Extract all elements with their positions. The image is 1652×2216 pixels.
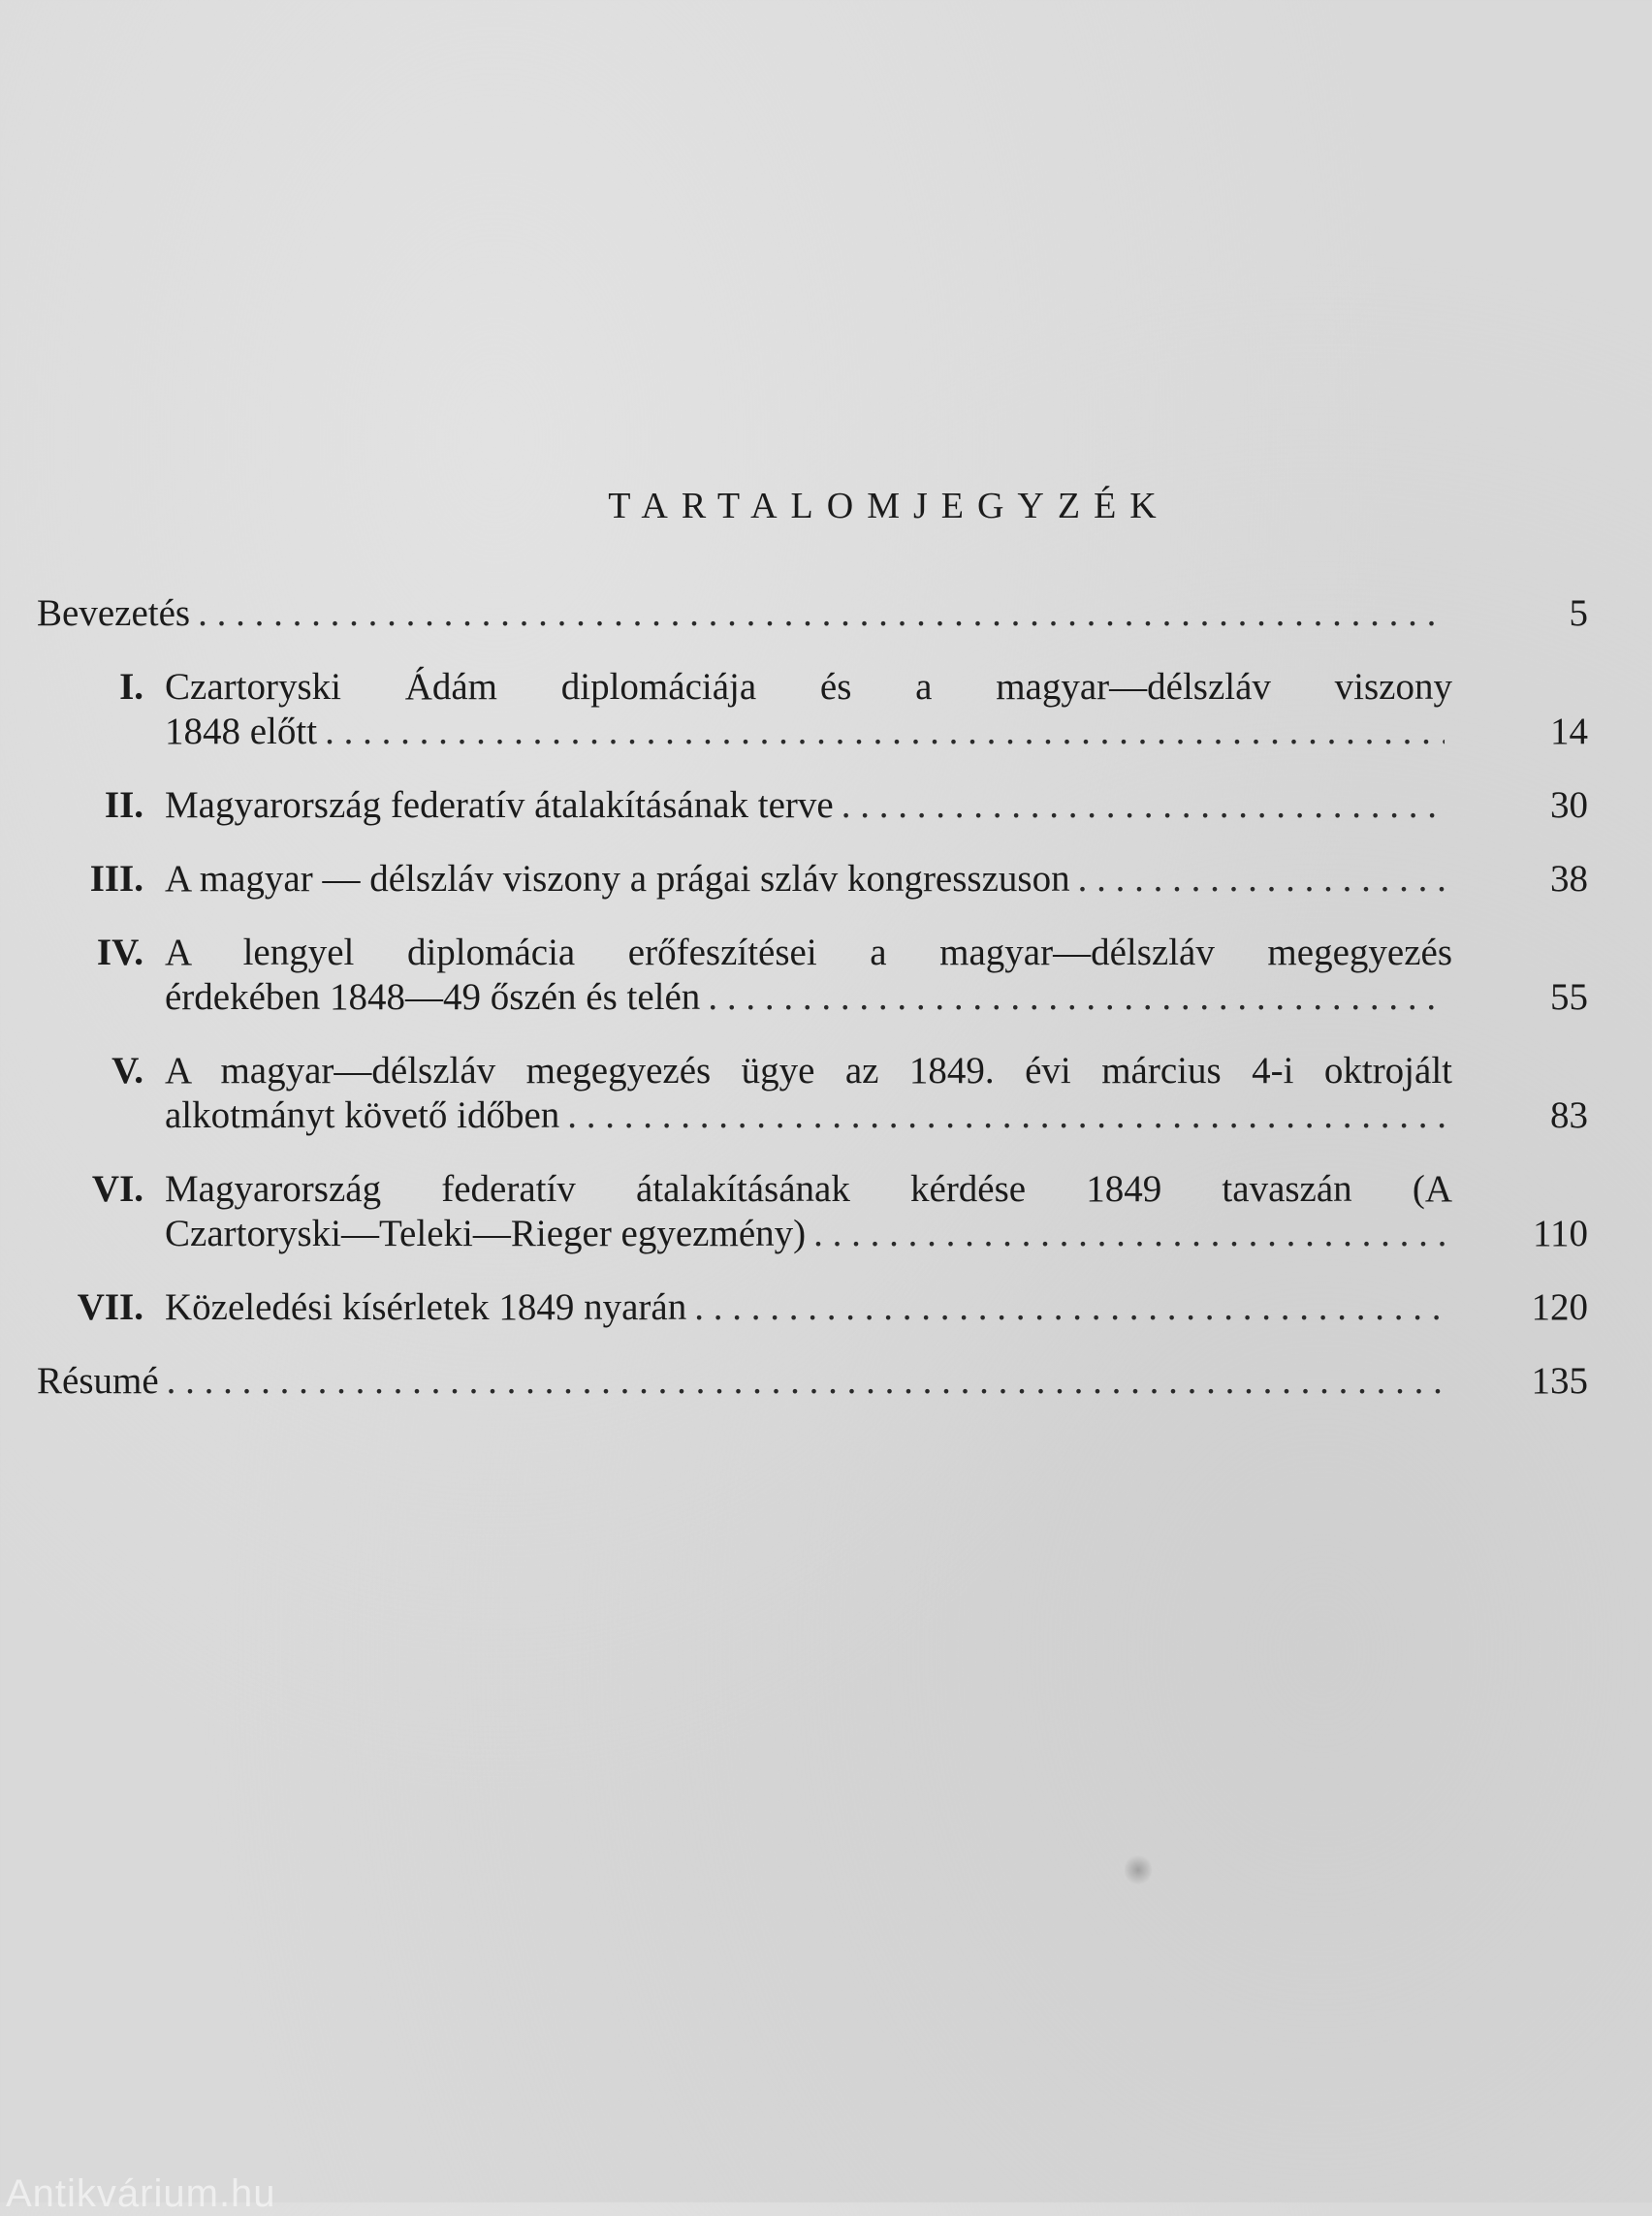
dot-leader <box>567 1093 1445 1138</box>
entry-title-line: Czartoryski Ádám diplomáciája és a magyar—délszláv viszony <box>165 666 1452 708</box>
chapter-numeral: VI. <box>91 1168 143 1210</box>
chapter-numeral: I. <box>119 666 143 708</box>
toc-entry-7 <box>37 1285 1588 1330</box>
toc-entry-bevezetes <box>37 591 1588 636</box>
page-number: 120 <box>1531 1286 1588 1328</box>
entry-title-line: A magyar — délszláv viszony a prágai szláv kongresszuson <box>165 858 1070 900</box>
chapter-numeral: IV. <box>96 932 143 973</box>
chapter-numeral: II. <box>104 784 143 826</box>
chapter-numeral: V. <box>111 1050 143 1092</box>
page-number: 14 <box>1550 711 1588 752</box>
page-title: TARTALOMJEGYZÉK <box>608 486 1170 526</box>
toc-entry-3 <box>37 857 1588 902</box>
watermark: Antikvárium.hu <box>6 2172 276 2215</box>
page-number: 135 <box>1531 1360 1588 1402</box>
page-number: 83 <box>1550 1094 1588 1136</box>
toc-entry-1 <box>37 665 1588 754</box>
entry-title-line: Magyarország federatív átalakításának kérdése 1849 tavaszán (A <box>165 1168 1452 1210</box>
dot-leader <box>1078 857 1445 902</box>
toc-entry-2 <box>37 783 1588 828</box>
dot-leader <box>708 975 1445 1020</box>
entry-title-line: alkotmányt követő időben <box>165 1094 560 1136</box>
entry-title-line: Magyarország federatív átalakításának terve <box>165 784 834 826</box>
dot-leader <box>198 591 1445 636</box>
dot-leader <box>842 783 1445 828</box>
entry-title: Résumé <box>37 1360 159 1402</box>
dot-leader <box>167 1359 1445 1404</box>
chapter-numeral: III. <box>89 858 143 900</box>
entry-title-line: A lengyel diplomácia erőfeszítései a magyar—délszláv megegyezés <box>165 932 1452 973</box>
toc-entry-6 <box>37 1167 1588 1256</box>
page-number: 55 <box>1550 976 1588 1018</box>
entry-title: Bevezetés <box>37 592 191 634</box>
page-number: 30 <box>1550 784 1588 826</box>
chapter-numeral: VII. <box>77 1286 143 1328</box>
page-number: 38 <box>1550 858 1588 900</box>
entry-title-line: A magyar—délszláv megegyezés ügye az 1849. évi március 4-i oktrojált <box>165 1050 1452 1092</box>
toc-entry-4 <box>37 931 1588 1020</box>
toc-entry-5 <box>37 1049 1588 1138</box>
page-number: 110 <box>1532 1213 1588 1254</box>
paper-stain <box>1125 1853 1152 1886</box>
dot-leader <box>325 710 1445 754</box>
entry-title-line: érdekében 1848—49 őszén és telén <box>165 976 701 1018</box>
dot-leader <box>694 1285 1445 1330</box>
dot-leader <box>813 1212 1445 1256</box>
page-number: 5 <box>1569 592 1588 634</box>
entry-title-line: Közeledési kísérletek 1849 nyarán <box>165 1286 687 1328</box>
entry-title-line: 1848 előtt <box>165 711 318 752</box>
table-of-contents <box>37 591 1588 1433</box>
entry-title-line: Czartoryski—Teleki—Rieger egyezmény) <box>165 1213 807 1254</box>
toc-entry-resume <box>37 1359 1588 1404</box>
